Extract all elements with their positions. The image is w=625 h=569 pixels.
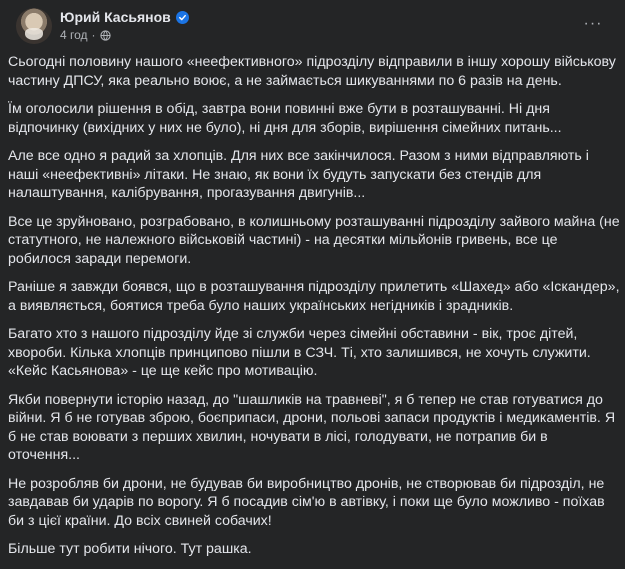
more-options-icon[interactable]: ···	[583, 15, 603, 32]
post-paragraph: Сьогодні половину нашого «неефективного» підрозділу відправили в іншу хорошу військову частину ДПСУ, яка реально воює, а не займається шикуваннями по 6 разів на день.	[8, 54, 616, 89]
post-paragraph: Їм оголосили рішення в обід, завтра вони повинні вже бути в розташуванні. Ні дня відпочинку (вихідних у них не було), ні дня для зборів, вирішення сімейних питань...	[8, 101, 562, 136]
post-paragraph: Раніше я завжди боявся, що в розташування підрозділу прилетить «Шахед» або «Іскандер», а виявляється, боятися треба було наших українських негідників і зрадників.	[8, 279, 620, 314]
post-timestamp[interactable]: 4 год	[60, 28, 88, 42]
globe-icon[interactable]	[100, 30, 111, 41]
post-paragraph: Якби повернути історію назад, до "шашликів на травневі", я б тепер не став готуватися до війни. Я б не готував зброю, боєприпаси, дрони, польові запаси продуктів і медикаментів. Я б не став воювати з перших хвилин, ночувати в лісі, голодувати, не потрапив би в оточення...	[8, 391, 616, 463]
post-paragraph: Багато хто з нашого підрозділу йде зі служби через сімейні обставини - вік, троє дітей, хвороби. Кілька хлопців принципово пішли в СЗЧ. Ті, хто залишився, не хочуть служити. «Кейс Касьянова» - це ще кейс про мотивацію.	[8, 326, 591, 379]
post-paragraph: Але все одно я радий за хлопців. Для них все закінчилося. Разом з ними відправляють і наші «неефективні» літаки. Не знаю, як вони їх будуть запускати без стендів для налаштування, калібрування, прогазування двигунів...	[8, 148, 589, 201]
post-paragraph: Не розробляв би дрони, не будував би виробництво дронів, не створював би підрозділ, не завдавав би ударів по ворогу. Я б посадив сім'ю в автівку, і поки ще було можливо - поїхав би з цієї країни. До всіх свиней собачих!	[8, 475, 605, 529]
post-meta	[60, 28, 111, 42]
post-paragraph: Все це зруйновано, розграбовано, в колишньому розташуванні підрозділу зайвого майна (не статутного, не належного військовій частині) - на десятки мільйонів гривень, все це робилося заради перемоги.	[8, 213, 620, 267]
verified-badge-icon	[176, 11, 189, 24]
post-header	[8, 0, 617, 50]
author-name[interactable]: Юрий Касьянов	[60, 9, 171, 25]
author-name-row	[60, 9, 189, 25]
author-avatar[interactable]	[16, 8, 52, 44]
separator-dot: ·	[91, 28, 96, 42]
post-body	[8, 53, 620, 569]
post-paragraph: Більше тут робити нічого. Тут рашка.	[8, 541, 252, 557]
